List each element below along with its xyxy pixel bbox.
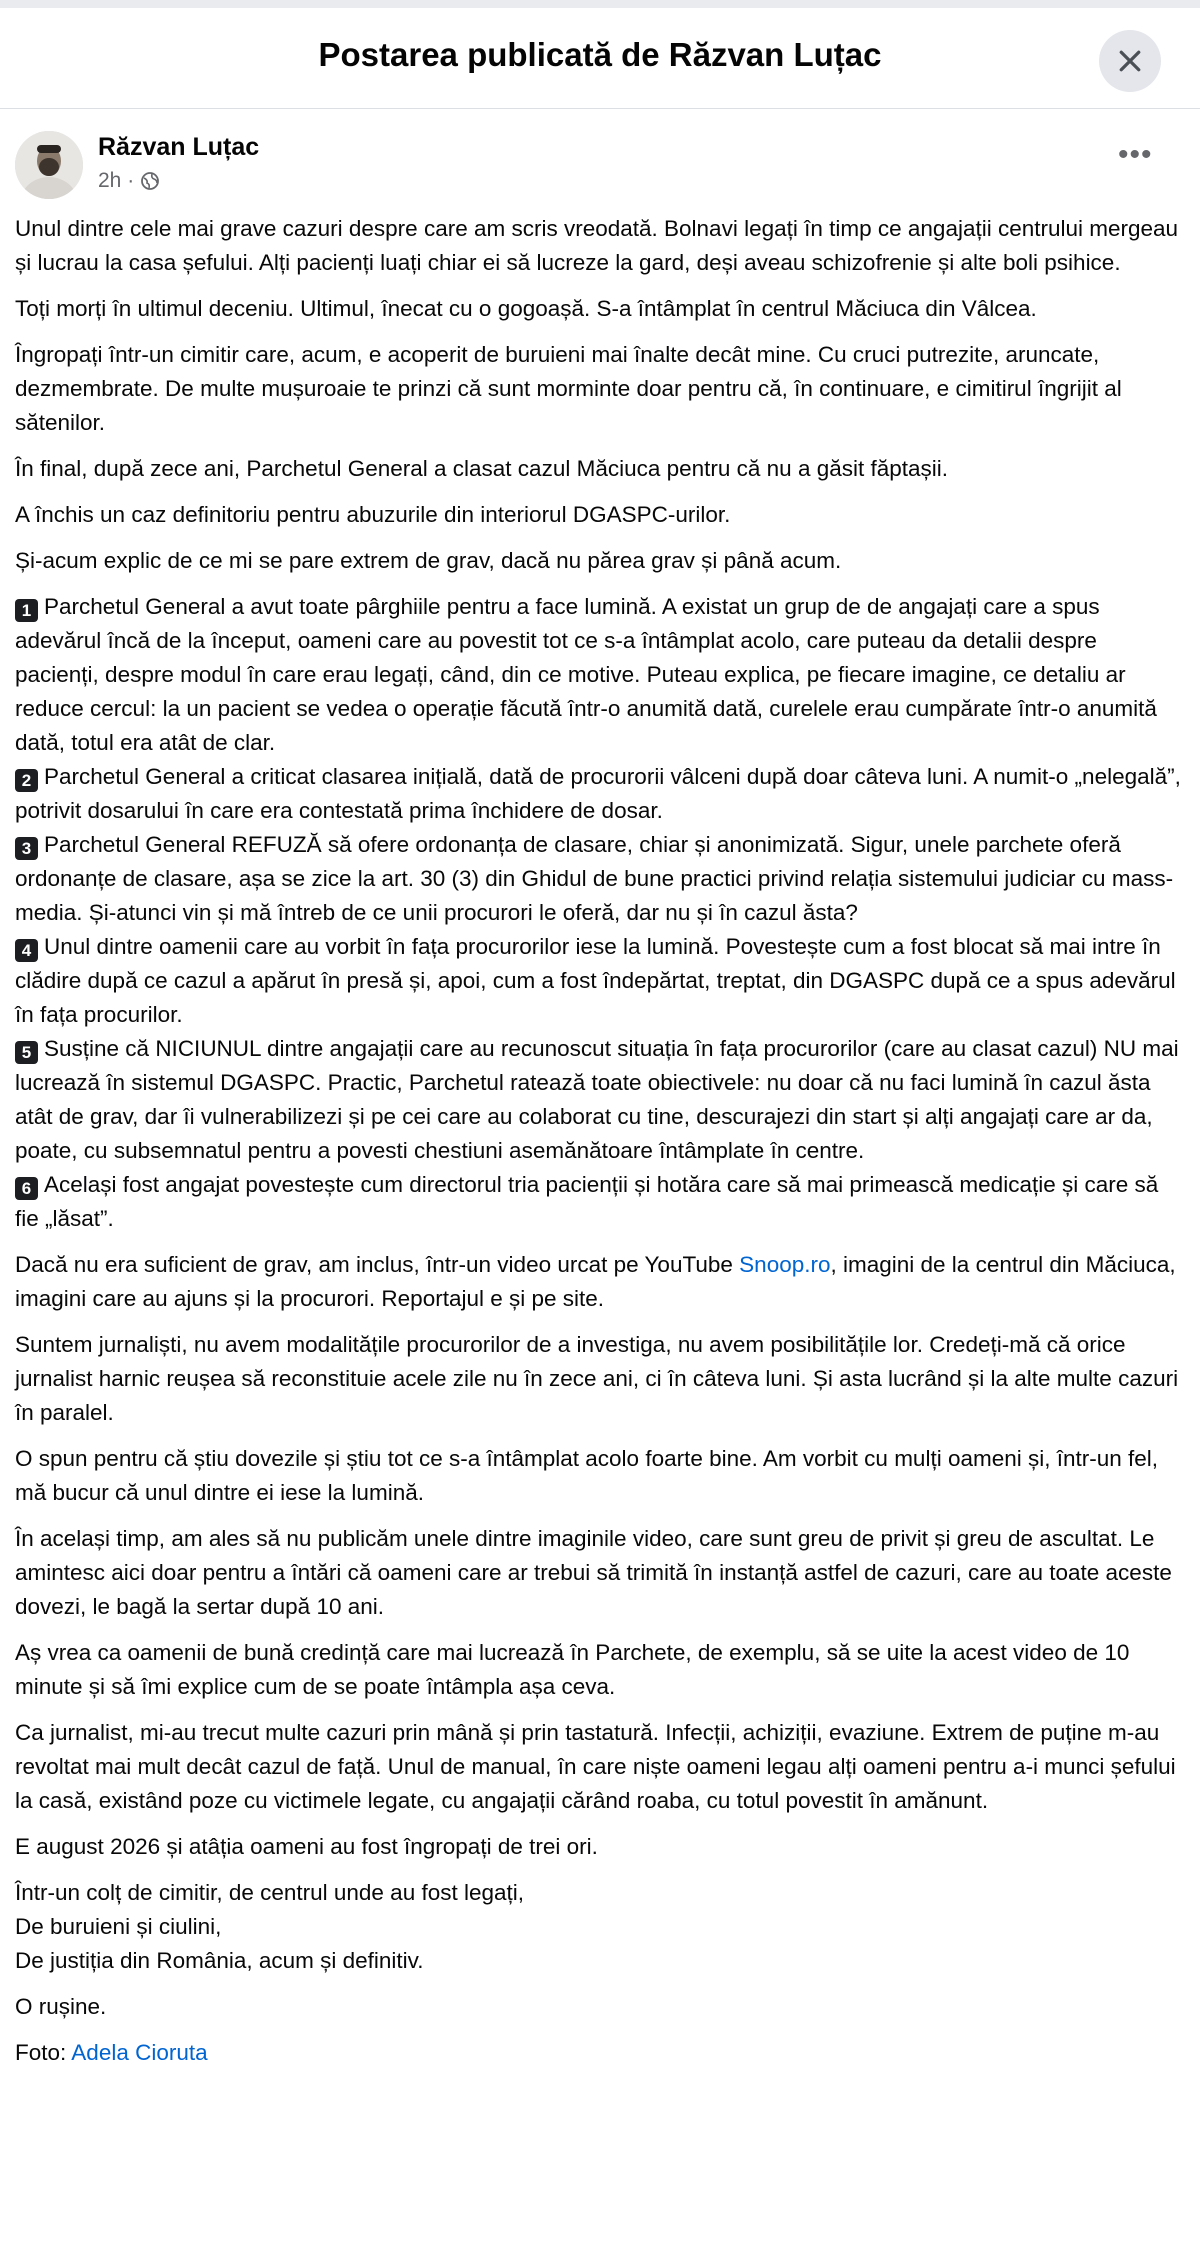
photo-credit-link[interactable]: Adela Cioruta — [71, 2040, 208, 2065]
keycap-5-icon: 5 — [15, 1041, 38, 1064]
author-name[interactable]: Răzvan Luțac — [98, 133, 260, 161]
paragraph-text: , imagini de la centrul din Măciuca, imagini care au ajuns și la procurori. Reportajul e și pe site. — [15, 1252, 1176, 1311]
list-item — [15, 1168, 1183, 1236]
paragraph: Și-acum explic de ce mi se pare extrem de grav, dacă nu părea grav și până acum. — [15, 548, 842, 573]
keycap-6-icon: 6 — [15, 1177, 38, 1200]
avatar-image — [15, 131, 83, 199]
list-item-text: Parchetul General REFUZĂ să ofere ordonanța de clasare, chiar și anonimizată. Sigur, unele parchete oferă ordonanțe de clasare, așa se zice la art. 30 (3) din Ghidul de bune practici privind relația sistemului judiciar cu mass-media. Și-atunci vin și mă întreb de ce unii procurori le oferă, dar nu și în cazul ăsta? — [15, 832, 1174, 925]
post-time[interactable]: 2h · — [98, 169, 135, 192]
post-meta — [98, 169, 160, 193]
poem-line: De justiția din România, acum și definitiv. — [15, 1948, 424, 1973]
paragraph: În același timp, am ales să nu publicăm unele dintre imaginile video, care sunt greu de privit și greu de ascultat. Le amintesc aici doar pentru a întări că oameni care ar trebui să trimită în instanță astfel de cazuri, care au toate aceste dovezi, le bagă la sertar după 10 ani. — [15, 1526, 1172, 1619]
paragraph: Suntem jurnaliști, nu avem modalitățile procurorilor de a investiga, nu avem posibilitățile lor. Credeți-mă că orice jurnalist harnic reușea să reconstituie acele zile nu în zece ani, ci în câteva luni. Și asta lucrând și la alte multe cazuri în paralel. — [15, 1332, 1179, 1425]
numbered-list — [15, 590, 1183, 1236]
list-item — [15, 760, 1183, 828]
list-item-text: Același fost angajat povestește cum directorul tria pacienții și hotăra care să mai primească medicație și care să fie „lăsat”. — [15, 1172, 1159, 1231]
poem — [15, 1876, 1183, 1978]
more-options-icon[interactable]: ••• — [1118, 138, 1153, 171]
paragraph: E august 2026 și atâția oameni au fost îngropați de trei ori. — [15, 1834, 598, 1859]
keycap-3-icon: 3 — [15, 837, 38, 860]
paragraph-text: Dacă nu era suficient de grav, am inclus, într-un video urcat pe YouTube — [15, 1252, 740, 1277]
keycap-4-icon: 4 — [15, 939, 38, 962]
post-body — [15, 212, 1183, 2082]
dialog-header — [0, 8, 1200, 109]
background-strip — [0, 0, 1200, 8]
poem-line: Într-un colț de cimitir, de centrul unde au fost legați, — [15, 1880, 525, 1905]
close-button[interactable] — [1099, 30, 1161, 92]
photo-label: Foto: — [15, 2040, 72, 2065]
list-item-text: Parchetul General a avut toate pârghiile pentru a face lumină. A existat un grup de de angajați care a spus adevărul încă de la început, oameni care au povestit tot ce s-a întâmplat acolo, care puteau da detalii despre pacienți, despre modul în care erau legați, când, din ce motive. Puteau explica, pe fiecare imagine, ce detaliu ar reduce cercul: la un pacient se vedea o operație făcută într-o anumită dată, curelele erau cumpărate într-o anumită dată, totul era atât de clar. — [15, 594, 1157, 755]
paragraph: Ca jurnalist, mi-au trecut multe cazuri prin mână și prin tastatură. Infecții, achiziții, evaziune. Extrem de puține m-au revoltat mai mult decât cazul de față. Unul de manual, în care niște oameni legau alți oameni pentru a-i munci șefului la casă, existând poze cu victimele legate, cu angajații cărând roaba, cu totul povestit în amănunt. — [15, 1720, 1176, 1813]
paragraph: O spun pentru că știu dovezile și știu tot ce s-a întâmplat acolo foarte bine. Am vorbit cu mulți oameni și, într-un fel, mă bucur că unul dintre ei iese la lumină. — [15, 1446, 1159, 1505]
paragraph: Toți morți în ultimul deceniu. Ultimul, înecat cu o gogoașă. S-a întâmplat în centrul Măciuca din Vâlcea. — [15, 296, 1037, 321]
list-item — [15, 1032, 1183, 1168]
keycap-1-icon: 1 — [15, 599, 38, 622]
keycap-2-icon: 2 — [15, 769, 38, 792]
avatar[interactable] — [15, 131, 83, 199]
snoop-link[interactable]: Snoop.ro — [739, 1252, 831, 1277]
paragraph: Unul dintre cele mai grave cazuri despre care am scris vreodată. Bolnavi legați în timp ce angajații centrului mergeau și lucrau la casa șefului. Alți pacienți luați chiar ei să lucreze la gard, deși aveau schizofrenie și alte boli psihice. — [15, 216, 1179, 275]
paragraph: O rușine. — [15, 1994, 107, 2019]
paragraph — [15, 1248, 1183, 1316]
photo-credit-line — [15, 2036, 1183, 2070]
paragraph: Aș vrea ca oamenii de bună credință care mai lucrează în Parchete, de exemplu, să se uite la acest video de 10 minute și să îmi explice cum de se poate întâmpla așa ceva. — [15, 1640, 1130, 1699]
list-item-text: Parchetul General a criticat clasarea inițială, dată de procurorii vâlceni după doar câteva luni. A numit-o „nelegală”, potrivit dosarului în care era contestată prima închidere de dosar. — [15, 764, 1181, 823]
list-item-text: Unul dintre oamenii care au vorbit în fața procurorilor iese la lumină. Povestește cum a fost blocat să mai intre în clădire după ce cazul a apărut în presă și, apoi, cum a fost îndepărtat, treptat, din DGASPC după ce a spus adevărul în fața procurilor. — [15, 934, 1176, 1027]
list-item-text: Susține că NICIUNUL dintre angajații care au recunoscut situația în fața procurorilor (care au clasat cazul) NU mai lucrează în sistemul DGASPC. Practic, Parchetul ratează toate obiectivele: nu doar că nu faci lumină în cazul ăsta atât de grav, dar îi vulnerabilizezi și pe cei care au colaborat cu tine, descurajezi din start și alți angajați care ar da, poate, cu subsemnatul pentru a povesti chestiuni asemănătoare întâmplate în centre. — [15, 1036, 1179, 1163]
globe-icon[interactable] — [140, 171, 160, 191]
list-item — [15, 590, 1183, 760]
poem-line: De buruieni și ciulini, — [15, 1914, 222, 1939]
paragraph: A închis un caz definitoriu pentru abuzurile din interiorul DGASPC-urilor. — [15, 502, 731, 527]
close-icon — [1115, 46, 1145, 76]
post-header — [0, 109, 1200, 221]
dialog-title: Postarea publicată de Răzvan Luțac — [318, 36, 882, 73]
paragraph: În final, după zece ani, Parchetul General a clasat cazul Măciuca pentru că nu a găsit făptașii. — [15, 456, 949, 481]
list-item — [15, 828, 1183, 930]
list-item — [15, 930, 1183, 1032]
paragraph: Îngropați într-un cimitir care, acum, e acoperit de buruieni mai înalte decât mine. Cu cruci putrezite, aruncate, dezmembrate. De multe mușuroaie te prinzi că sunt morminte doar pentru că, în continuare, e cimitirul îngrijit al sătenilor. — [15, 342, 1122, 435]
